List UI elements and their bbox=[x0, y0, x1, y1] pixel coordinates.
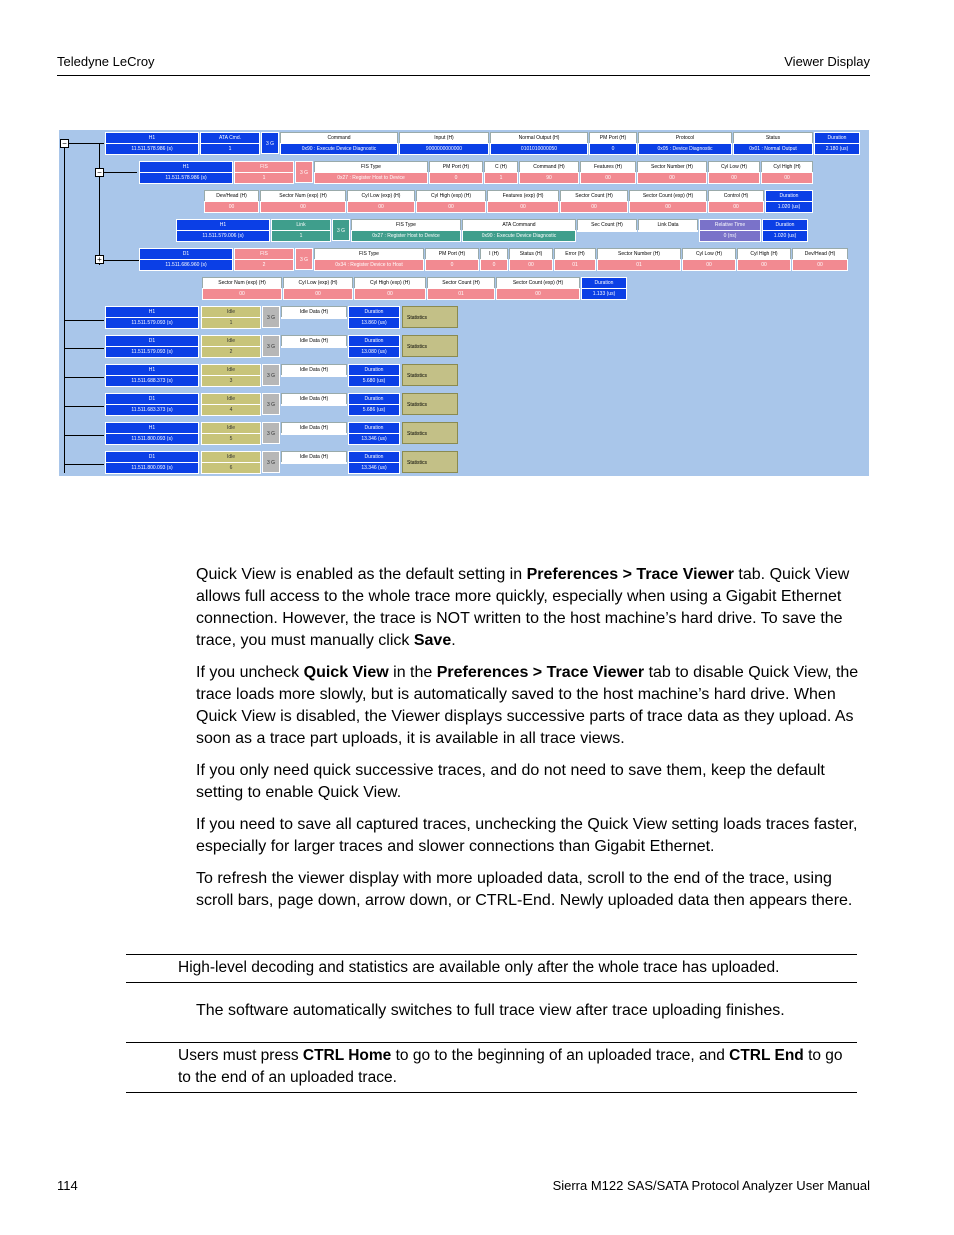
cell-value: 00 bbox=[792, 259, 848, 271]
cell-header: FIS bbox=[234, 248, 294, 260]
cell-speed: 3 G bbox=[261, 132, 279, 154]
cell-speed: 3 G bbox=[332, 219, 350, 241]
cell-value: 00 bbox=[580, 172, 636, 184]
cell-value: 0 bbox=[429, 172, 483, 184]
idle-cell: 3 bbox=[201, 375, 261, 387]
cell-value: 0 (ns) bbox=[699, 230, 761, 242]
tree-line bbox=[64, 348, 104, 349]
footer-title: Sierra M122 SAS/SATA Protocol Analyzer User Manual bbox=[552, 1178, 870, 1193]
idle-cell: 11.511.688.373 (s) bbox=[105, 375, 199, 387]
cell-value: 1.020 (us) bbox=[762, 230, 808, 242]
cell-header: Link bbox=[271, 219, 331, 231]
cell-value: 0x01 : Normal Output bbox=[733, 143, 813, 155]
idle-cell: Duration bbox=[348, 451, 400, 463]
bold-text: Preferences > Trace Viewer bbox=[526, 566, 734, 583]
cell-value: 1.133 (us) bbox=[581, 288, 627, 300]
idle-cell: 13.080 (us) bbox=[348, 346, 400, 358]
idle-cell: 1 bbox=[201, 317, 261, 329]
cell-header: Features (H) bbox=[580, 161, 636, 173]
trace-viewer-figure bbox=[59, 130, 869, 476]
cell-value: 00 bbox=[283, 288, 353, 300]
body-text bbox=[196, 564, 872, 922]
note-text: Users must press bbox=[178, 1047, 303, 1064]
cell-header: Link Data bbox=[638, 219, 698, 231]
idle-cell: Idle Data (H) bbox=[281, 364, 347, 376]
cell-header: FIS Type bbox=[351, 219, 461, 231]
cell-value: 00 bbox=[509, 259, 553, 271]
cell-header: I (H) bbox=[480, 248, 508, 260]
cell-time: 11.511.579.006 (s) bbox=[176, 230, 270, 242]
idle-cell: 3 G bbox=[262, 451, 280, 473]
idle-cell: Duration bbox=[348, 335, 400, 347]
cell-header: Relative Time bbox=[699, 219, 761, 231]
expand-toggle[interactable]: + bbox=[95, 255, 104, 264]
paragraph: If you need to save all captured traces, unchecking the Quick View setting loads traces faster, especially for larger traces and slower connections than Gigabit Ethernet. bbox=[196, 816, 858, 855]
cell-value: 0 bbox=[589, 143, 637, 155]
idle-cell: 11.511.579.093 (s) bbox=[105, 346, 199, 358]
idle-cell: H1 bbox=[105, 306, 199, 318]
cell-header: C (H) bbox=[484, 161, 518, 173]
cell-value: 0 bbox=[480, 259, 508, 271]
idle-cell: 11.511.683.373 (s) bbox=[105, 404, 199, 416]
cell-header: Command (H) bbox=[519, 161, 579, 173]
bold-text: Quick View bbox=[303, 664, 389, 681]
text: If you uncheck bbox=[196, 664, 304, 681]
tree-line bbox=[99, 172, 137, 173]
idle-cell: 13.346 (us) bbox=[348, 462, 400, 474]
cell-header: H1 bbox=[139, 161, 233, 173]
cell-value: 00 bbox=[354, 288, 426, 300]
cell-value: 00 bbox=[260, 201, 346, 213]
idle-cell: Idle bbox=[201, 335, 261, 347]
paragraph: If you only need quick successive traces, and do not need to save them, keep the default setting to enable Quick View. bbox=[196, 762, 825, 801]
idle-cell bbox=[281, 375, 347, 377]
tree-line bbox=[64, 377, 104, 378]
cell-value: 00 bbox=[737, 259, 791, 271]
text: tab to disable Quick View, the trace loads more slowly, but is automatically saved to the host machine’s hard drive. When Quick View is disabled, the Viewer displays successive parts of trace data as they upload. As soon as a trace part uploads, it is available in all trace views. bbox=[196, 664, 859, 747]
cell-value: 9000000000000 bbox=[399, 143, 489, 155]
idle-cell bbox=[281, 317, 347, 319]
idle-cell: 13.346 (us) bbox=[348, 433, 400, 445]
cell-header: Sector Count (exp) (H) bbox=[496, 277, 580, 289]
cell-value: 01 bbox=[427, 288, 495, 300]
note-text: High-level decoding and statistics are available only after the whole trace has uploaded. bbox=[178, 959, 780, 976]
statistics-button[interactable]: Statistics bbox=[402, 422, 458, 444]
statistics-button[interactable]: Statistics bbox=[402, 364, 458, 386]
cell-header: H1 bbox=[105, 132, 199, 144]
cell-value bbox=[638, 230, 698, 232]
idle-cell: Idle bbox=[201, 422, 261, 434]
cell-header: Sector Number (H) bbox=[597, 248, 681, 260]
idle-cell: 11.511.579.093 (s) bbox=[105, 317, 199, 329]
idle-cell: 13.860 (us) bbox=[348, 317, 400, 329]
cell-value: 1 bbox=[234, 172, 294, 184]
header-right: Viewer Display bbox=[784, 54, 870, 69]
idle-cell: D1 bbox=[105, 393, 199, 405]
cell-header: PM Port (H) bbox=[425, 248, 479, 260]
note-text: to go to the end of an uploaded trace. bbox=[178, 1047, 843, 1086]
bold-text: Preferences > Trace Viewer bbox=[436, 664, 645, 681]
cell-value: 0x90 : Execute Device Diagnostic bbox=[462, 230, 576, 242]
header-left: Teledyne LeCroy bbox=[57, 54, 155, 69]
cell-header: Features (exp) (H) bbox=[487, 190, 559, 202]
cell-value: 1 bbox=[484, 172, 518, 184]
text: in the bbox=[388, 664, 437, 681]
cell-value: 0x34 : Register Device to Host bbox=[314, 259, 424, 271]
idle-cell: Idle Data (H) bbox=[281, 451, 347, 463]
cell-header: FIS Type bbox=[314, 161, 428, 173]
cell-header: Sector Num (exp) (H) bbox=[260, 190, 346, 202]
collapse-toggle[interactable]: − bbox=[95, 168, 104, 177]
cell-value: 01 bbox=[554, 259, 596, 271]
cell-header: Sec Count (H) bbox=[577, 219, 637, 231]
cell-value: 90 bbox=[519, 172, 579, 184]
statistics-button[interactable]: Statistics bbox=[402, 306, 458, 328]
cell-header: ATA Cmd. bbox=[200, 132, 260, 144]
tree-line bbox=[64, 143, 104, 144]
cell-header: Cyl Low (H) bbox=[708, 161, 760, 173]
idle-cell bbox=[281, 462, 347, 464]
statistics-button[interactable]: Statistics bbox=[402, 393, 458, 415]
cell-header: Cyl Low (exp) (H) bbox=[347, 190, 415, 202]
tree-line bbox=[64, 320, 104, 321]
idle-cell: 5.686 (us) bbox=[348, 404, 400, 416]
idle-cell: D1 bbox=[105, 335, 199, 347]
cell-value: 1 bbox=[200, 143, 260, 155]
cell-header: Sector Num (exp) (H) bbox=[202, 277, 282, 289]
statistics-button[interactable]: Statistics bbox=[402, 451, 458, 473]
cell-header: Status (H) bbox=[509, 248, 553, 260]
paragraph: To refresh the viewer display with more uploaded data, scroll to the end of the trace, using scroll bars, page down, arrow down, or CTRL-End. Newly uploaded data then appears there. bbox=[196, 870, 853, 909]
note-box bbox=[126, 954, 857, 983]
cell-header: Error (H) bbox=[554, 248, 596, 260]
cell-header: PM Port (H) bbox=[429, 161, 483, 173]
idle-cell: 3 G bbox=[262, 306, 280, 328]
cell-header: Cyl High (exp) (H) bbox=[416, 190, 486, 202]
idle-cell: Idle bbox=[201, 393, 261, 405]
idle-cell: Idle Data (H) bbox=[281, 422, 347, 434]
cell-value: 1.020 (us) bbox=[765, 201, 813, 213]
idle-cell: 2 bbox=[201, 346, 261, 358]
idle-cell: 11.511.800.093 (s) bbox=[105, 433, 199, 445]
cell-header: PM Port (H) bbox=[589, 132, 637, 144]
idle-cell: D1 bbox=[105, 451, 199, 463]
idle-cell bbox=[281, 433, 347, 435]
cell-value: 00 bbox=[347, 201, 415, 213]
cell-header: Cyl Low (H) bbox=[682, 248, 736, 260]
statistics-button[interactable]: Statistics bbox=[402, 335, 458, 357]
idle-cell: 5.680 (us) bbox=[348, 375, 400, 387]
cell-header: Status bbox=[733, 132, 813, 144]
idle-cell: Idle bbox=[201, 364, 261, 376]
cell-header: Command bbox=[280, 132, 398, 144]
cell-value: 01 bbox=[597, 259, 681, 271]
tree-line bbox=[64, 464, 104, 465]
cell-header: Cyl High (H) bbox=[761, 161, 813, 173]
cell-header: FIS bbox=[234, 161, 294, 173]
cell-header: Dev/Head (H) bbox=[204, 190, 259, 202]
cell-value: 1 bbox=[271, 230, 331, 242]
idle-cell: 4 bbox=[201, 404, 261, 416]
note-box bbox=[126, 1042, 857, 1093]
tree-line bbox=[64, 406, 104, 407]
idle-cell: Idle Data (H) bbox=[281, 306, 347, 318]
idle-cell: H1 bbox=[105, 364, 199, 376]
cell-header: Duration bbox=[765, 190, 813, 202]
cell-header: Sector Count (H) bbox=[560, 190, 628, 202]
cell-header: Protocol bbox=[638, 132, 732, 144]
cell-header: Cyl High (exp) (H) bbox=[354, 277, 426, 289]
cell-value: 00 bbox=[496, 288, 580, 300]
tree-line bbox=[99, 143, 100, 265]
cell-value: 00 bbox=[202, 288, 282, 300]
idle-cell: Idle bbox=[201, 451, 261, 463]
text: . bbox=[451, 632, 456, 649]
cell-value: 0x90 : Execute Device Diagnostic bbox=[280, 143, 398, 155]
idle-cell: Idle Data (H) bbox=[281, 393, 347, 405]
cell-value: 0x27 : Register Host to Device bbox=[351, 230, 461, 242]
header-rule bbox=[57, 75, 870, 76]
cell-value: 2 bbox=[234, 259, 294, 271]
cell-header: Duration bbox=[581, 277, 627, 289]
cell-time: 11.511.686.960 (s) bbox=[139, 259, 233, 271]
cell-value: 00 bbox=[682, 259, 736, 271]
cell-value: 00 bbox=[761, 172, 813, 184]
cell-header: Input (H) bbox=[399, 132, 489, 144]
cell-value: 2.180 (us) bbox=[814, 143, 860, 155]
cell-value: 0101010000050 bbox=[490, 143, 588, 155]
cell-time: 11.511.578.986 (s) bbox=[139, 172, 233, 184]
cell-header: Sector Number (H) bbox=[637, 161, 707, 173]
cell-header: Sector Count (H) bbox=[427, 277, 495, 289]
idle-cell: 6 bbox=[201, 462, 261, 474]
collapse-toggle[interactable]: − bbox=[60, 139, 69, 148]
idle-cell: Duration bbox=[348, 364, 400, 376]
idle-cell bbox=[281, 346, 347, 348]
idle-cell: Duration bbox=[348, 393, 400, 405]
idle-cell: 3 G bbox=[262, 335, 280, 357]
cell-header: Duration bbox=[814, 132, 860, 144]
bold-text: CTRL Home bbox=[302, 1047, 392, 1064]
paragraph bbox=[196, 662, 872, 750]
cell-header: Normal Output (H) bbox=[490, 132, 588, 144]
bold-text: CTRL End bbox=[729, 1047, 804, 1064]
tree-line bbox=[64, 435, 104, 436]
cell-header: Cyl Low (exp) (H) bbox=[283, 277, 353, 289]
cell-value: 0x27 : Register Host to Device bbox=[314, 172, 428, 184]
cell-value: 00 bbox=[637, 172, 707, 184]
cell-header: D1 bbox=[139, 248, 233, 260]
text: tab. Quick View allows full access to the whole trace more quickly, especially when using a Gigabit Ethernet connection. However, the trace is NOT written to the host machine’s hard drive. To save the trace, you must manually click bbox=[196, 566, 850, 649]
idle-cell bbox=[281, 404, 347, 406]
idle-cell: Duration bbox=[348, 306, 400, 318]
idle-cell: Idle Data (H) bbox=[281, 335, 347, 347]
paragraph: The software automatically switches to full trace view after trace uploading finishes. bbox=[196, 1002, 785, 1019]
cell-value: 00 bbox=[708, 201, 764, 213]
idle-cell: 3 G bbox=[262, 393, 280, 415]
idle-cell: H1 bbox=[105, 422, 199, 434]
cell-value: 00 bbox=[204, 201, 259, 213]
cell-value: 00 bbox=[416, 201, 486, 213]
paragraph bbox=[196, 564, 872, 652]
cell-speed: 3 G bbox=[295, 248, 313, 270]
cell-value: 00 bbox=[708, 172, 760, 184]
cell-header: Dev/Head (H) bbox=[792, 248, 848, 260]
cell-time: 11.511.578.986 (s) bbox=[105, 143, 199, 155]
cell-value bbox=[577, 230, 637, 232]
idle-cell: 3 G bbox=[262, 422, 280, 444]
note-text: to go to the beginning of an uploaded trace, and bbox=[391, 1047, 730, 1064]
page-number: 114 bbox=[57, 1178, 78, 1193]
cell-header: H1 bbox=[176, 219, 270, 231]
cell-value: 00 bbox=[487, 201, 559, 213]
cell-header: ATA Command bbox=[462, 219, 576, 231]
idle-cell: 11.511.800.093 (s) bbox=[105, 462, 199, 474]
cell-header: FIS Type bbox=[314, 248, 424, 260]
bold-text: Save bbox=[413, 632, 452, 649]
cell-speed: 3 G bbox=[295, 161, 313, 183]
idle-cell: 5 bbox=[201, 433, 261, 445]
cell-header: Duration bbox=[762, 219, 808, 231]
cell-header: Control (H) bbox=[708, 190, 764, 202]
idle-cell: 3 G bbox=[262, 364, 280, 386]
cell-value: 0x05 : Device Diagnostic bbox=[638, 143, 732, 155]
cell-value: 0 bbox=[425, 259, 479, 271]
tree-line bbox=[64, 143, 65, 473]
cell-value: 00 bbox=[560, 201, 628, 213]
text: Quick View is enabled as the default setting in bbox=[196, 566, 527, 583]
cell-header: Sector Count (exp) (H) bbox=[629, 190, 707, 202]
idle-cell: Duration bbox=[348, 422, 400, 434]
idle-cell: Idle bbox=[201, 306, 261, 318]
cell-header: Cyl High (H) bbox=[737, 248, 791, 260]
cell-value: 00 bbox=[629, 201, 707, 213]
